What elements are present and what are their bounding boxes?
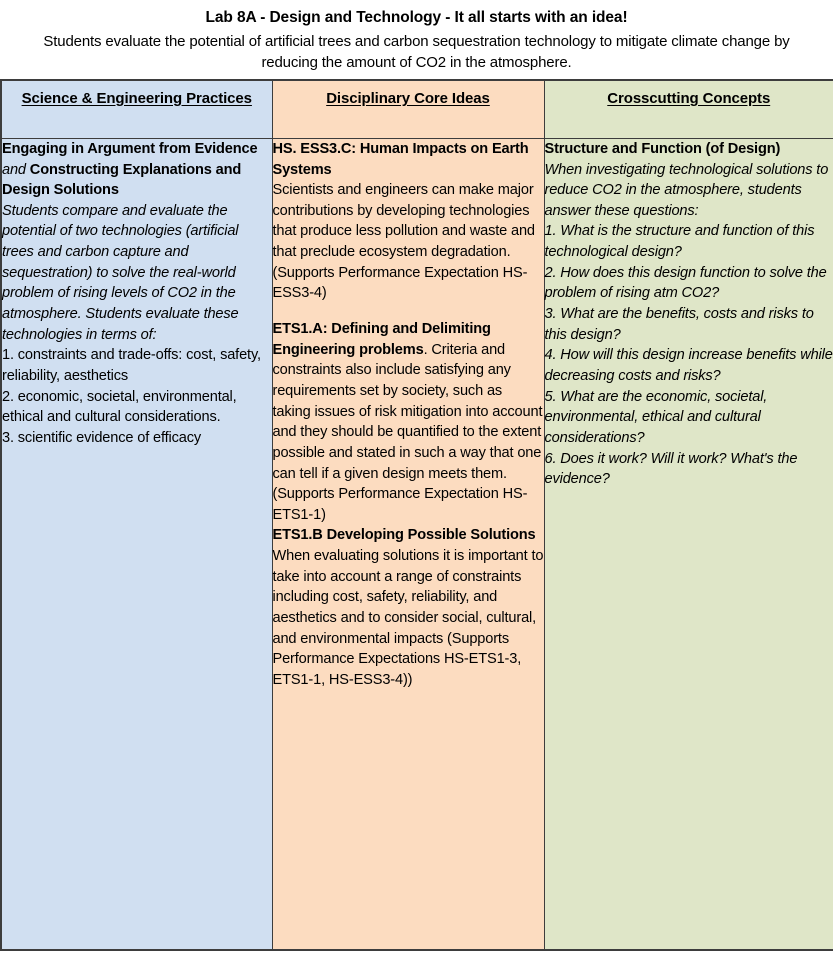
page-subtitle: Students evaluate the potential of artificial trees and carbon sequestration technology to mitigate climate change by reducing the amount of CO2 in the atmosphere. xyxy=(43,32,790,71)
table-content-row xyxy=(1,138,833,950)
dci-ets1b-description: When evaluating solutions it is important to take into account a range of constraints including cost, safety, reliability, and aesthetics and to consider social, cultural, and environmental impacts (Supports Performance Expectations HS-ETS1-3, ETS1-1, HS-ESS3-4)) xyxy=(272,548,544,688)
ccc-title: Structure and Function (of Design) xyxy=(544,140,781,157)
dci-ets1a-description: . Criteria and constraints also include satisfying any requirements set by society, such as taking issues of risk mitigation into account and they should be quantified to the extent possible and stated in such a way that one can tell if a given design meets them. (Supports Performance Expectation HS-ETS1-1) xyxy=(272,341,543,523)
ccc-question-6: 6. Does it work? Will it work? What's the evidence? xyxy=(544,450,798,488)
sep-list-item-2: 2. economic, societal, environmental, ethical and cultural considerations. xyxy=(2,388,237,426)
ccc-question-2: 2. How does this design function to solve the problem of rising atm CO2? xyxy=(544,264,827,302)
dci-ets1b-title: ETS1.B Developing Possible Solutions xyxy=(272,527,536,544)
column-header-label: Disciplinary Core Ideas xyxy=(326,89,490,107)
ccc-question-1: 1. What is the structure and function of this technological design? xyxy=(544,223,815,261)
cell-crosscutting-concepts xyxy=(544,138,833,950)
ngss-standards-table xyxy=(0,79,833,951)
sep-practice-title xyxy=(2,139,272,201)
ccc-question-3: 3. What are the benefits, costs and risks to this design? xyxy=(544,306,814,343)
sep-practice-title-conjunction: and xyxy=(2,161,26,178)
cell-science-engineering-practices xyxy=(1,138,272,950)
column-header-science-engineering-practices xyxy=(1,80,272,139)
ccc-intro: When investigating technological solutions to reduce CO2 in the atmosphere, students answer these questions: xyxy=(544,161,829,219)
table-header-row xyxy=(1,80,833,139)
column-header-disciplinary-core-ideas xyxy=(272,80,544,139)
dci-section-spacer xyxy=(273,304,544,319)
sep-description: Students compare and evaluate the potential of two technologies (artificial trees and carbon capture and sequestration) to solve the real-world problem of rising levels of CO2 in the atmosphere. Students evaluate these technologies in terms of: xyxy=(2,202,239,343)
column-header-label: Crosscutting Concepts xyxy=(607,89,771,107)
dci-ess3c-description: Scientists and engineers can make major contributions by developing technologies that produce less pollution and waste and that preclude ecosystem degradation. (Supports Performance Expectation HS-ESS3-4) xyxy=(272,182,535,302)
sep-list-item-1: 1. constraints and trade-offs: cost, safety, reliability, aesthetics xyxy=(2,347,261,384)
sep-practice-title-part1: Engaging in Argument from Evidence xyxy=(2,140,258,157)
lab-header xyxy=(0,0,833,79)
ccc-question-4: 4. How will this design increase benefits while decreasing costs and risks? xyxy=(544,347,833,384)
page-title: Lab 8A - Design and Technology - It all starts with an idea! xyxy=(205,9,628,26)
cell-disciplinary-core-ideas xyxy=(272,138,544,950)
ccc-question-5: 5. What are the economic, societal, environmental, ethical and cultural considerations? xyxy=(544,388,768,446)
sep-practice-title-part2: Constructing Explanations and Design Solutions xyxy=(2,161,242,199)
column-header-crosscutting-concepts xyxy=(544,80,833,139)
dci-ess3c-title: HS. ESS3.C: Human Impacts on Earth Systems xyxy=(272,140,529,178)
sep-list-item-3: 3. scientific evidence of efficacy xyxy=(2,429,202,446)
dci-ets1a-block xyxy=(273,319,544,525)
column-header-label: Science & Engineering Practices xyxy=(21,89,252,107)
dci-ets1a-title: ETS1.A: Defining and Delimiting Engineering problems xyxy=(272,321,491,358)
